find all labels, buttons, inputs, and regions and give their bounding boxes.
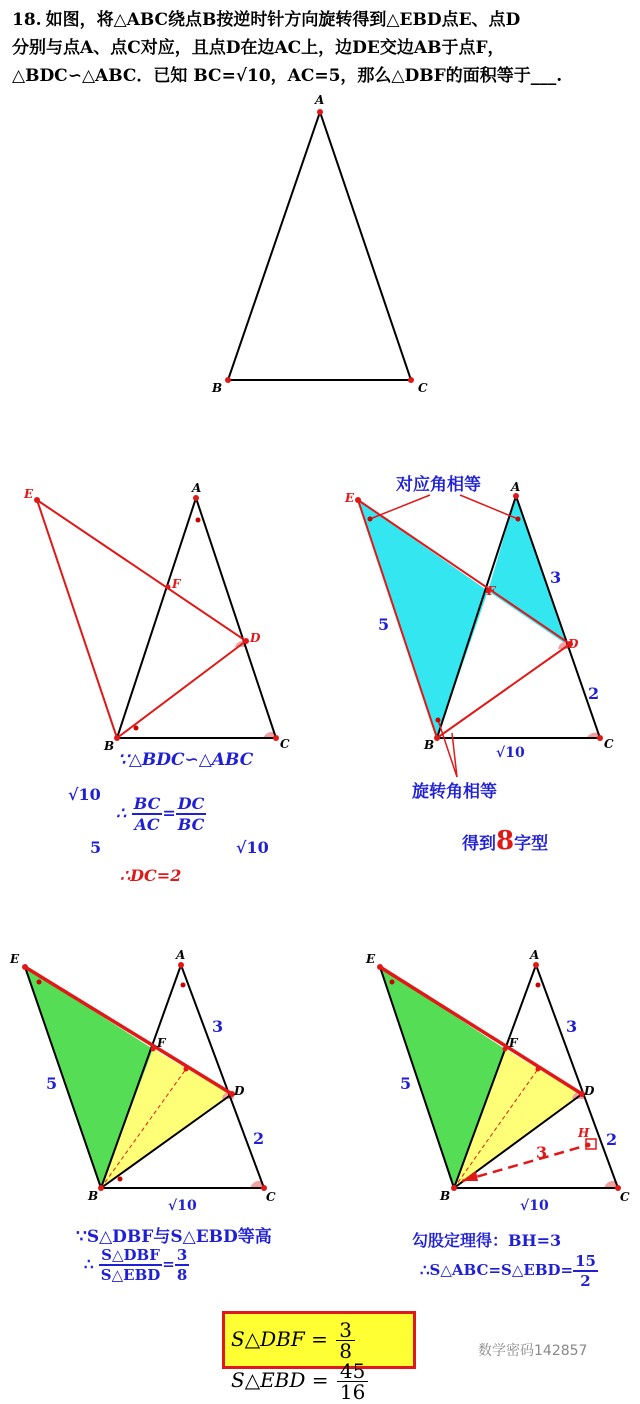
label-d: D <box>584 1084 595 1098</box>
label-a: A <box>511 480 521 494</box>
label-c: C <box>604 737 614 751</box>
fraction-bc-ac: $\frac{BC}{AC}$ <box>133 794 161 834</box>
label-a: A <box>176 948 186 962</box>
len-bh: 3 <box>536 1143 548 1162</box>
len-2: 2 <box>588 684 600 703</box>
label-e: E <box>366 952 376 966</box>
panel2-result: ∴DC=2 <box>120 866 182 885</box>
final-mid: S△EBD <box>231 1368 306 1392</box>
label-c: C <box>620 1190 630 1204</box>
label-d: D <box>568 637 579 651</box>
label-a: A <box>192 481 202 495</box>
len-sqrt10: √10 <box>520 1198 549 1214</box>
problem-text <box>12 6 632 90</box>
figure-height-left <box>0 945 320 1215</box>
label-f: F <box>509 1036 518 1050</box>
label-c: C <box>418 381 428 395</box>
final-answer-box: S△DBF = $\frac{3}{8}$ S△EBD = $\frac{45}{16}$ <box>222 1311 416 1369</box>
label-a: A <box>315 93 325 107</box>
label-d: D <box>250 631 261 645</box>
label-c: C <box>266 1190 276 1204</box>
len-2: 2 <box>253 1129 265 1148</box>
label-h: H <box>578 1126 590 1140</box>
panel2-sqrt10-right: √10 <box>236 838 269 857</box>
figure-rotation-right <box>320 465 640 785</box>
angle-note: 对应角相等 <box>396 475 481 495</box>
problem-line-1: 18. 如图，将△ABC绕点B按逆时针方向旋转得到△EBD点E、点D <box>12 10 521 30</box>
final-coefficient: $\frac{3}{8}$ <box>336 1320 355 1361</box>
label-b: B <box>88 1189 99 1203</box>
panel2-sqrt10: √10 <box>68 785 101 804</box>
label-f: F <box>487 584 496 598</box>
len-2: 2 <box>606 1130 618 1149</box>
panel2-condition: ∵△BDC∽△ABC <box>118 750 254 770</box>
figure-height-right <box>320 945 640 1215</box>
final-answer: $\frac{45}{16}$ <box>337 1361 368 1402</box>
figure-8-note: 得到8字型 <box>462 826 549 856</box>
fraction-fifteen-halves: $\frac{15}{2}$ <box>575 1252 596 1290</box>
label-e: E <box>345 491 355 505</box>
panel5-result: ∴S△ABC=S△EBD= $\frac{15}{2}$ <box>420 1252 596 1290</box>
len-sqrt10: √10 <box>496 745 525 761</box>
len-3: 3 <box>550 568 562 587</box>
len-sqrt10: √10 <box>168 1198 197 1214</box>
figure-triangle-abc <box>0 90 640 400</box>
len-3: 3 <box>212 1017 224 1036</box>
len-5: 5 <box>400 1074 412 1093</box>
label-b: B <box>212 381 223 395</box>
label-b: B <box>104 739 115 753</box>
label-e: E <box>10 952 20 966</box>
problem-line-3: △BDC∽△ABC．已知 BC=√10，AC=5，那么△DBF的面积等于___. <box>12 66 563 86</box>
watermark: 数学密码142857 <box>478 1343 588 1359</box>
rotation-note: 旋转角相等 <box>412 782 497 802</box>
label-e: E <box>24 487 34 501</box>
label-d: D <box>234 1084 245 1098</box>
label-b: B <box>440 1189 451 1203</box>
label-a: A <box>530 948 540 962</box>
len-5: 5 <box>46 1074 58 1093</box>
panel2-proportion: ∴ $\frac{BC}{AC}$ = $\frac{DC}{BC}$ <box>116 794 205 834</box>
label-f: F <box>172 577 181 591</box>
figure-rotation-left <box>0 470 310 760</box>
fraction-area-ratio: $\frac{\text{S△DBF}}{\text{S△EBD}}$ <box>100 1246 161 1284</box>
panel2-five: 5 <box>90 838 102 857</box>
fraction-dc-bc: $\frac{DC}{BC}$ <box>177 794 205 834</box>
panel5-note: 勾股定理得：BH=3 <box>412 1231 562 1250</box>
panel4-condition: ∵S△DBF与S△EBD等高 <box>76 1227 272 1247</box>
len-5: 5 <box>378 615 390 634</box>
label-b: B <box>424 738 435 752</box>
problem-line-2: 分别与点A、点C对应，且点D在边AC上，边DE交边AB于点F， <box>12 38 505 58</box>
fraction-three-eighths: $\frac{3}{8}$ <box>176 1246 188 1284</box>
label-f: F <box>157 1036 166 1050</box>
len-3: 3 <box>566 1017 578 1036</box>
panel4-ratio: ∴ $\frac{\text{S△DBF}}{\text{S△EBD}}$ = $\frac{3}{8}$ <box>84 1246 188 1284</box>
final-lhs: S△DBF <box>231 1327 305 1351</box>
label-c: C <box>280 737 290 751</box>
